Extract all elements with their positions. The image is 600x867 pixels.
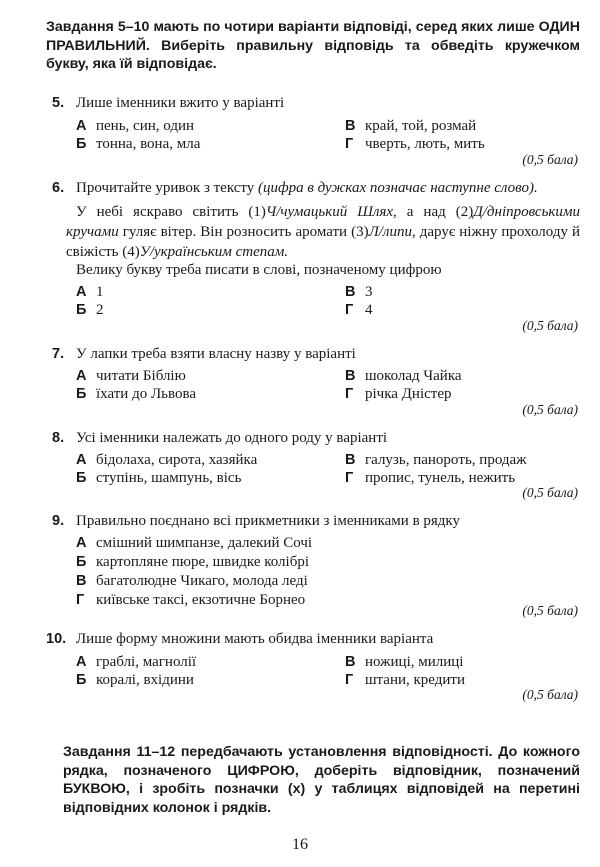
question-text: Правильно поєднано всі прикметники з іменниками в рядку (76, 513, 461, 529)
option-v[interactable]: В галузь, панорoть, продаж (345, 452, 527, 468)
score-label: (0,5 бала) (522, 485, 578, 500)
question-number: 10. (46, 631, 67, 647)
question-number: 8. (52, 430, 65, 446)
option-b[interactable]: Б тонна, вона, мла (76, 136, 201, 152)
score-label: (0,5 бала) (522, 687, 578, 702)
option-v[interactable]: В ножиці, милиці (345, 654, 464, 670)
option-a[interactable]: А 1 (76, 284, 104, 300)
score-label: (0,5 бала) (522, 152, 578, 167)
option-b[interactable]: Б їхати до Львова (76, 386, 196, 402)
option-b[interactable]: Б коралі, вхідини (76, 672, 194, 688)
option-v[interactable]: В край, той, розмай (345, 118, 477, 134)
text-passage: У небі яскраво світить (1)Ч/чумацький Шлях, а над (2)Д/дніпровськими кручами гуляє вітер. Він розносить аромати (3)Л/липи, дарує ніжну прохолоду й свіжість (4)У/українським степам. (66, 204, 580, 260)
option-b[interactable]: Б 2 (76, 302, 104, 318)
option-b[interactable]: Б картопляне пюре, швидке колібрі (76, 554, 310, 570)
question-number: 5. (52, 95, 65, 111)
instruction-top: Завдання 5–10 мають по чотири варіанти відповіді, серед яких лише ОДИН ПРАВИЛЬНИЙ. Виберіть правильну відповідь та обведіть кружечком букву, яка їй відповідає. (46, 19, 580, 72)
option-a[interactable]: А читати Біблію (76, 368, 186, 384)
option-g[interactable]: Г 4 (345, 302, 373, 318)
page-number: 16 (292, 836, 308, 853)
question-text: Прочитайте уривок з тексту (цифра в дужках позначає наступне слово). (76, 180, 538, 196)
instruction-bottom: Завдання 11–12 передбачають установлення відповідності. До кожного рядка, позначеного ЦИФРОЮ, доберіть відповідник, позначений БУКВОЮ, і зробіть позначки (х) у таблицях відповідей на перетині відповідних колонок і рядків. (63, 744, 580, 816)
question-number: 6. (52, 180, 65, 196)
option-a[interactable]: А граблі, магнолії (76, 654, 197, 670)
option-v[interactable]: В шоколад Чайка (345, 368, 462, 384)
score-label: (0,5 бала) (522, 318, 578, 333)
option-g[interactable]: Г штани, кредити (345, 672, 465, 688)
option-g[interactable]: Г чверть, лють, мить (345, 136, 485, 152)
option-a[interactable]: А бідолаха, сирота, хазяйка (76, 452, 258, 468)
score-label: (0,5 бала) (522, 402, 578, 417)
question-text: Усі іменники належать до одного роду у варіанті (76, 430, 388, 446)
option-v[interactable]: В 3 (345, 284, 373, 300)
option-g[interactable]: Г пропис, тунель, нежить (345, 470, 516, 486)
question-number: 9. (52, 513, 65, 529)
option-a[interactable]: А пень, син, один (76, 118, 195, 134)
question-subtext: Велику букву треба писати в слові, позначеному цифрою (76, 262, 442, 278)
question-text: У лапки треба взяти власну назву у варіанті (76, 346, 356, 362)
option-g[interactable]: Г київське таксі, екзотичне Борнео (76, 592, 306, 608)
question-text: Лише іменники вжито у варіанті (76, 95, 285, 111)
option-a[interactable]: А смішний шимпанзе, далекий Сочі (76, 535, 313, 551)
question-text: Лише форму множини мають обидва іменники варіанта (76, 631, 434, 647)
option-b[interactable]: Б ступінь, шампунь, вісь (76, 470, 242, 486)
option-g[interactable]: Г річка Дністер (345, 386, 452, 402)
question-number: 7. (52, 346, 65, 362)
score-label: (0,5 бала) (522, 603, 578, 618)
option-v[interactable]: В багатолюдне Чикаго, молода леді (76, 573, 308, 589)
